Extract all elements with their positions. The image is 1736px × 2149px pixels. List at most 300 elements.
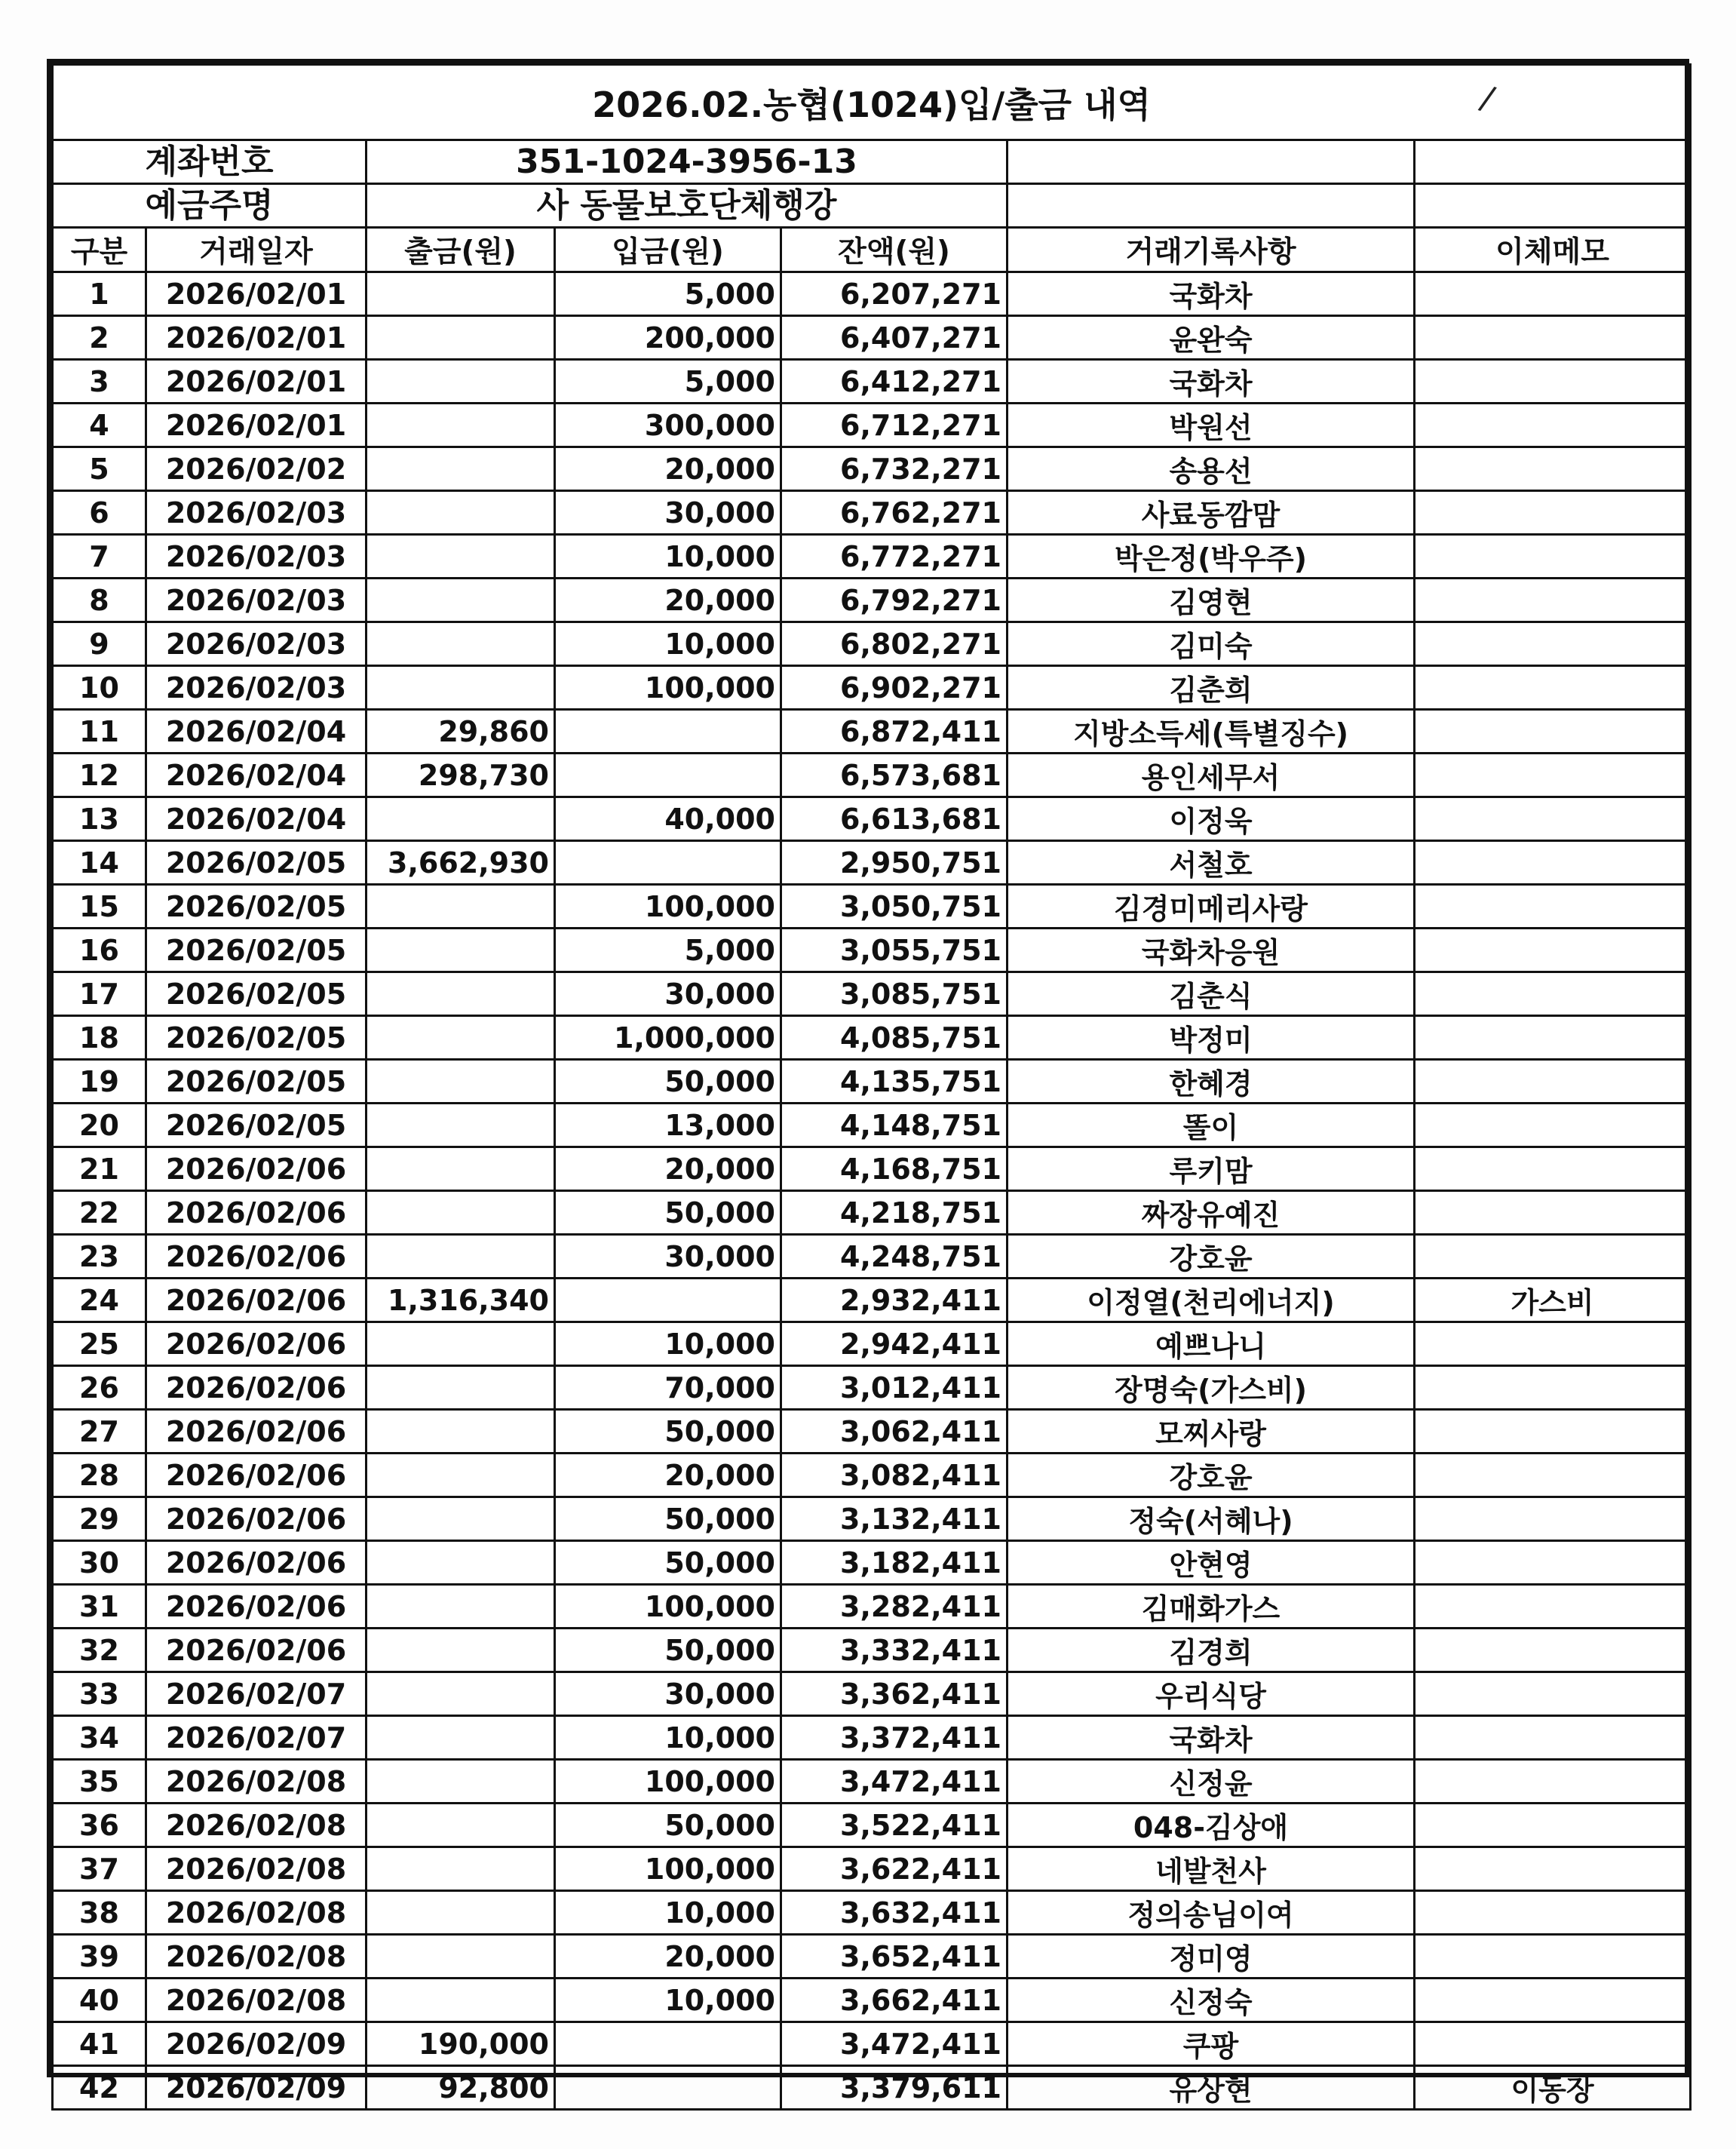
row-withdrawal	[367, 1147, 555, 1191]
row-date: 2026/02/08	[146, 1935, 367, 1979]
row-number: 21	[53, 1147, 146, 1191]
header-description: 거래기록사항	[1008, 228, 1415, 272]
row-date: 2026/02/08	[146, 1847, 367, 1891]
row-number: 1	[53, 272, 146, 316]
table-row	[53, 1279, 1691, 1322]
row-memo	[1415, 1191, 1691, 1235]
table-row	[53, 841, 1691, 885]
table-row	[53, 1410, 1691, 1454]
row-description: 국화차응원	[1008, 929, 1415, 972]
table-row	[53, 1322, 1691, 1366]
row-deposit: 20,000	[555, 579, 781, 622]
row-number: 17	[53, 972, 146, 1016]
row-balance: 3,472,411	[781, 2022, 1008, 2066]
row-memo	[1415, 885, 1691, 929]
row-memo	[1415, 1760, 1691, 1804]
row-balance: 4,218,751	[781, 1191, 1008, 1235]
account-holder-value: 사 동물보호단체행강	[367, 184, 1008, 228]
header-withdrawal: 출금(원)	[367, 228, 555, 272]
table-row	[53, 1760, 1691, 1804]
table-row	[53, 710, 1691, 754]
row-balance: 3,362,411	[781, 1672, 1008, 1716]
row-balance: 6,772,271	[781, 535, 1008, 579]
table-row	[53, 885, 1691, 929]
row-withdrawal	[367, 1979, 555, 2022]
row-description: 유상현	[1008, 2066, 1415, 2110]
row-description: 박원선	[1008, 404, 1415, 447]
row-balance: 2,942,411	[781, 1322, 1008, 1366]
row-date: 2026/02/06	[146, 1629, 367, 1672]
table-row	[53, 1497, 1691, 1541]
table-row	[53, 404, 1691, 447]
row-memo	[1415, 1060, 1691, 1104]
table-row	[53, 535, 1691, 579]
row-memo	[1415, 1104, 1691, 1147]
table-row	[53, 1716, 1691, 1760]
row-withdrawal	[367, 1935, 555, 1979]
row-balance: 4,148,751	[781, 1104, 1008, 1147]
table-row	[53, 797, 1691, 841]
row-description: 정의송님이여	[1008, 1891, 1415, 1935]
row-balance: 6,792,271	[781, 579, 1008, 622]
row-withdrawal	[367, 1322, 555, 1366]
row-deposit: 300,000	[555, 404, 781, 447]
row-number: 26	[53, 1366, 146, 1410]
row-withdrawal	[367, 316, 555, 360]
table-row	[53, 1804, 1691, 1847]
row-deposit: 20,000	[555, 447, 781, 491]
row-date: 2026/02/03	[146, 622, 367, 666]
row-deposit: 20,000	[555, 1935, 781, 1979]
row-number: 11	[53, 710, 146, 754]
row-number: 15	[53, 885, 146, 929]
row-withdrawal	[367, 1804, 555, 1847]
row-memo	[1415, 1497, 1691, 1541]
row-number: 36	[53, 1804, 146, 1847]
row-deposit: 5,000	[555, 360, 781, 404]
row-withdrawal	[367, 622, 555, 666]
row-deposit	[555, 2022, 781, 2066]
row-withdrawal	[367, 1716, 555, 1760]
row-date: 2026/02/03	[146, 535, 367, 579]
row-deposit: 100,000	[555, 885, 781, 929]
row-description: 국화차	[1008, 1716, 1415, 1760]
row-withdrawal	[367, 360, 555, 404]
row-memo	[1415, 929, 1691, 972]
row-number: 40	[53, 1979, 146, 2022]
row-number: 6	[53, 491, 146, 535]
row-withdrawal	[367, 1891, 555, 1935]
row-number: 20	[53, 1104, 146, 1147]
account-number-label: 계좌번호	[53, 140, 367, 184]
row-deposit: 40,000	[555, 797, 781, 841]
title-row	[53, 65, 1691, 140]
row-deposit	[555, 841, 781, 885]
row-description: 김영현	[1008, 579, 1415, 622]
row-description: 강호윤	[1008, 1454, 1415, 1497]
row-deposit: 50,000	[555, 1541, 781, 1585]
row-memo	[1415, 797, 1691, 841]
row-withdrawal	[367, 1060, 555, 1104]
meta-empty-cell	[1008, 140, 1415, 184]
row-description: 우리식당	[1008, 1672, 1415, 1716]
row-description: 송용선	[1008, 447, 1415, 491]
table-row	[53, 1585, 1691, 1629]
row-date: 2026/02/06	[146, 1541, 367, 1585]
row-memo	[1415, 622, 1691, 666]
header-no: 구분	[53, 228, 146, 272]
row-date: 2026/02/08	[146, 1760, 367, 1804]
meta-empty-cell	[1008, 184, 1415, 228]
row-date: 2026/02/01	[146, 272, 367, 316]
account-number-value: 351-1024-3956-13	[367, 140, 1008, 184]
row-date: 2026/02/05	[146, 1016, 367, 1060]
row-description: 김미숙	[1008, 622, 1415, 666]
row-number: 13	[53, 797, 146, 841]
row-balance: 2,932,411	[781, 1279, 1008, 1322]
row-description: 김경미메리사랑	[1008, 885, 1415, 929]
row-date: 2026/02/06	[146, 1366, 367, 1410]
row-deposit: 50,000	[555, 1804, 781, 1847]
row-description: 한혜경	[1008, 1060, 1415, 1104]
table-row	[53, 2066, 1691, 2110]
row-date: 2026/02/07	[146, 1672, 367, 1716]
row-balance: 3,282,411	[781, 1585, 1008, 1629]
row-deposit: 100,000	[555, 1585, 781, 1629]
table-row	[53, 1891, 1691, 1935]
row-balance: 6,407,271	[781, 316, 1008, 360]
row-date: 2026/02/06	[146, 1147, 367, 1191]
row-withdrawal	[367, 491, 555, 535]
row-withdrawal	[367, 1016, 555, 1060]
row-balance: 6,613,681	[781, 797, 1008, 841]
row-withdrawal	[367, 579, 555, 622]
meta-empty-cell	[1415, 140, 1691, 184]
table-row	[53, 929, 1691, 972]
row-date: 2026/02/01	[146, 404, 367, 447]
row-number: 29	[53, 1497, 146, 1541]
row-memo	[1415, 1454, 1691, 1497]
row-date: 2026/02/06	[146, 1235, 367, 1279]
row-deposit: 10,000	[555, 1891, 781, 1935]
row-number: 19	[53, 1060, 146, 1104]
row-memo	[1415, 1147, 1691, 1191]
row-number: 5	[53, 447, 146, 491]
row-memo	[1415, 1585, 1691, 1629]
row-memo: 이동장	[1415, 2066, 1691, 2110]
row-description: 정미영	[1008, 1935, 1415, 1979]
row-number: 23	[53, 1235, 146, 1279]
header-balance: 잔액(원)	[781, 228, 1008, 272]
row-balance: 6,732,271	[781, 447, 1008, 491]
row-memo	[1415, 1979, 1691, 2022]
row-number: 34	[53, 1716, 146, 1760]
table-row	[53, 1235, 1691, 1279]
row-description: 지방소득세(특별징수)	[1008, 710, 1415, 754]
row-deposit: 70,000	[555, 1366, 781, 1410]
row-memo	[1415, 666, 1691, 710]
row-balance: 6,412,271	[781, 360, 1008, 404]
row-withdrawal	[367, 885, 555, 929]
row-deposit: 30,000	[555, 491, 781, 535]
row-withdrawal	[367, 1585, 555, 1629]
row-description: 정숙(서혜나)	[1008, 1497, 1415, 1541]
row-withdrawal	[367, 666, 555, 710]
transaction-table	[51, 63, 1692, 2111]
row-deposit: 50,000	[555, 1191, 781, 1235]
row-withdrawal: 92,800	[367, 2066, 555, 2110]
row-description: 강호윤	[1008, 1235, 1415, 1279]
row-deposit	[555, 710, 781, 754]
table-row	[53, 972, 1691, 1016]
row-date: 2026/02/09	[146, 2066, 367, 2110]
row-deposit: 10,000	[555, 535, 781, 579]
row-date: 2026/02/07	[146, 1716, 367, 1760]
row-description: 이정열(천리에너지)	[1008, 1279, 1415, 1322]
header-row	[53, 228, 1691, 272]
row-number: 28	[53, 1454, 146, 1497]
row-date: 2026/02/04	[146, 754, 367, 797]
row-withdrawal: 3,662,930	[367, 841, 555, 885]
row-memo	[1415, 1322, 1691, 1366]
row-date: 2026/02/06	[146, 1454, 367, 1497]
row-balance: 3,132,411	[781, 1497, 1008, 1541]
row-number: 7	[53, 535, 146, 579]
row-balance: 6,802,271	[781, 622, 1008, 666]
row-withdrawal	[367, 1672, 555, 1716]
row-description: 예쁘나니	[1008, 1322, 1415, 1366]
row-balance: 6,872,411	[781, 710, 1008, 754]
account-holder-label: 예금주명	[53, 184, 367, 228]
row-number: 18	[53, 1016, 146, 1060]
header-date: 거래일자	[146, 228, 367, 272]
row-memo	[1415, 2022, 1691, 2066]
row-date: 2026/02/06	[146, 1585, 367, 1629]
row-date: 2026/02/06	[146, 1322, 367, 1366]
row-memo	[1415, 579, 1691, 622]
row-description: 장명숙(가스비)	[1008, 1366, 1415, 1410]
row-memo	[1415, 1847, 1691, 1891]
meta-empty-cell	[1415, 184, 1691, 228]
row-memo: 가스비	[1415, 1279, 1691, 1322]
row-date: 2026/02/01	[146, 360, 367, 404]
row-balance: 3,012,411	[781, 1366, 1008, 1410]
row-balance: 3,050,751	[781, 885, 1008, 929]
row-description: 김매화가스	[1008, 1585, 1415, 1629]
table-row	[53, 2022, 1691, 2066]
table-row	[53, 1147, 1691, 1191]
row-balance: 3,472,411	[781, 1760, 1008, 1804]
row-description: 안현영	[1008, 1541, 1415, 1585]
row-date: 2026/02/09	[146, 2022, 367, 2066]
row-deposit: 10,000	[555, 1716, 781, 1760]
row-balance: 3,632,411	[781, 1891, 1008, 1935]
row-deposit: 50,000	[555, 1497, 781, 1541]
row-deposit	[555, 2066, 781, 2110]
row-date: 2026/02/05	[146, 972, 367, 1016]
row-withdrawal	[367, 1629, 555, 1672]
row-deposit: 10,000	[555, 1979, 781, 2022]
table-row	[53, 1935, 1691, 1979]
row-memo	[1415, 1366, 1691, 1410]
row-deposit: 5,000	[555, 929, 781, 972]
table-row	[53, 1847, 1691, 1891]
row-withdrawal	[367, 535, 555, 579]
row-description: 국화차	[1008, 272, 1415, 316]
row-balance: 6,573,681	[781, 754, 1008, 797]
row-deposit: 50,000	[555, 1410, 781, 1454]
row-number: 38	[53, 1891, 146, 1935]
row-date: 2026/02/06	[146, 1279, 367, 1322]
row-date: 2026/02/04	[146, 797, 367, 841]
row-number: 27	[53, 1410, 146, 1454]
row-balance: 6,712,271	[781, 404, 1008, 447]
row-number: 41	[53, 2022, 146, 2066]
row-deposit: 100,000	[555, 1847, 781, 1891]
row-deposit: 5,000	[555, 272, 781, 316]
table-row	[53, 1191, 1691, 1235]
row-number: 24	[53, 1279, 146, 1322]
table-row	[53, 622, 1691, 666]
row-balance: 4,168,751	[781, 1147, 1008, 1191]
row-description: 신정윤	[1008, 1760, 1415, 1804]
table-row	[53, 579, 1691, 622]
row-deposit	[555, 754, 781, 797]
row-description: 김춘식	[1008, 972, 1415, 1016]
row-date: 2026/02/08	[146, 1891, 367, 1935]
row-balance: 3,379,611	[781, 2066, 1008, 2110]
row-balance: 3,652,411	[781, 1935, 1008, 1979]
row-balance: 3,182,411	[781, 1541, 1008, 1585]
row-balance: 3,662,411	[781, 1979, 1008, 2022]
header-memo: 이체메모	[1415, 228, 1691, 272]
row-date: 2026/02/02	[146, 447, 367, 491]
row-memo	[1415, 1891, 1691, 1935]
row-memo	[1415, 360, 1691, 404]
row-balance: 6,762,271	[781, 491, 1008, 535]
row-number: 2	[53, 316, 146, 360]
row-memo	[1415, 1016, 1691, 1060]
row-withdrawal: 190,000	[367, 2022, 555, 2066]
statement-sheet	[47, 59, 1689, 2107]
row-number: 30	[53, 1541, 146, 1585]
row-deposit: 30,000	[555, 1235, 781, 1279]
row-number: 32	[53, 1629, 146, 1672]
table-row	[53, 1366, 1691, 1410]
row-description: 윤완숙	[1008, 316, 1415, 360]
row-withdrawal	[367, 404, 555, 447]
row-withdrawal	[367, 1104, 555, 1147]
row-deposit: 10,000	[555, 1322, 781, 1366]
row-date: 2026/02/06	[146, 1191, 367, 1235]
row-memo	[1415, 272, 1691, 316]
table-row	[53, 491, 1691, 535]
row-memo	[1415, 972, 1691, 1016]
row-withdrawal	[367, 972, 555, 1016]
row-withdrawal	[367, 1235, 555, 1279]
row-withdrawal	[367, 929, 555, 972]
row-memo	[1415, 1935, 1691, 1979]
row-date: 2026/02/06	[146, 1497, 367, 1541]
row-number: 3	[53, 360, 146, 404]
row-withdrawal	[367, 272, 555, 316]
row-memo	[1415, 710, 1691, 754]
row-description: 김춘희	[1008, 666, 1415, 710]
table-row	[53, 1672, 1691, 1716]
row-withdrawal	[367, 1410, 555, 1454]
row-deposit: 30,000	[555, 972, 781, 1016]
table-row	[53, 272, 1691, 316]
row-number: 25	[53, 1322, 146, 1366]
row-memo	[1415, 447, 1691, 491]
row-memo	[1415, 1410, 1691, 1454]
row-balance: 4,135,751	[781, 1060, 1008, 1104]
row-number: 9	[53, 622, 146, 666]
row-withdrawal	[367, 447, 555, 491]
row-memo	[1415, 1629, 1691, 1672]
row-memo	[1415, 754, 1691, 797]
row-description: 박은정(박우주)	[1008, 535, 1415, 579]
row-withdrawal: 298,730	[367, 754, 555, 797]
row-description: 서철호	[1008, 841, 1415, 885]
title-text: 2026.02.농협(1024)입/출금 내역	[592, 84, 1151, 125]
statement-title	[53, 65, 1691, 140]
table-row	[53, 316, 1691, 360]
header-deposit: 입금(원)	[555, 228, 781, 272]
row-deposit: 50,000	[555, 1060, 781, 1104]
row-balance: 3,522,411	[781, 1804, 1008, 1847]
row-withdrawal	[367, 1366, 555, 1410]
row-balance: 3,332,411	[781, 1629, 1008, 1672]
row-balance: 3,085,751	[781, 972, 1008, 1016]
table-row	[53, 1016, 1691, 1060]
row-date: 2026/02/04	[146, 710, 367, 754]
row-date: 2026/02/03	[146, 491, 367, 535]
row-withdrawal: 1,316,340	[367, 1279, 555, 1322]
row-balance: 3,082,411	[781, 1454, 1008, 1497]
row-number: 8	[53, 579, 146, 622]
row-memo	[1415, 1804, 1691, 1847]
row-number: 35	[53, 1760, 146, 1804]
row-memo	[1415, 404, 1691, 447]
row-number: 31	[53, 1585, 146, 1629]
account-number-row	[53, 140, 1691, 184]
row-deposit: 200,000	[555, 316, 781, 360]
row-deposit: 100,000	[555, 666, 781, 710]
row-deposit: 50,000	[555, 1629, 781, 1672]
row-description: 모찌사랑	[1008, 1410, 1415, 1454]
row-balance: 6,207,271	[781, 272, 1008, 316]
row-date: 2026/02/03	[146, 579, 367, 622]
row-memo	[1415, 316, 1691, 360]
row-date: 2026/02/05	[146, 885, 367, 929]
table-row	[53, 754, 1691, 797]
row-balance: 4,085,751	[781, 1016, 1008, 1060]
row-description: 똘이	[1008, 1104, 1415, 1147]
row-deposit: 100,000	[555, 1760, 781, 1804]
row-balance: 3,062,411	[781, 1410, 1008, 1454]
row-balance: 3,622,411	[781, 1847, 1008, 1891]
table-row	[53, 1060, 1691, 1104]
row-date: 2026/02/03	[146, 666, 367, 710]
pen-mark: /	[1476, 78, 1499, 119]
row-memo	[1415, 1672, 1691, 1716]
table-row	[53, 666, 1691, 710]
row-memo	[1415, 841, 1691, 885]
row-date: 2026/02/05	[146, 1060, 367, 1104]
row-deposit	[555, 1279, 781, 1322]
row-date: 2026/02/01	[146, 316, 367, 360]
